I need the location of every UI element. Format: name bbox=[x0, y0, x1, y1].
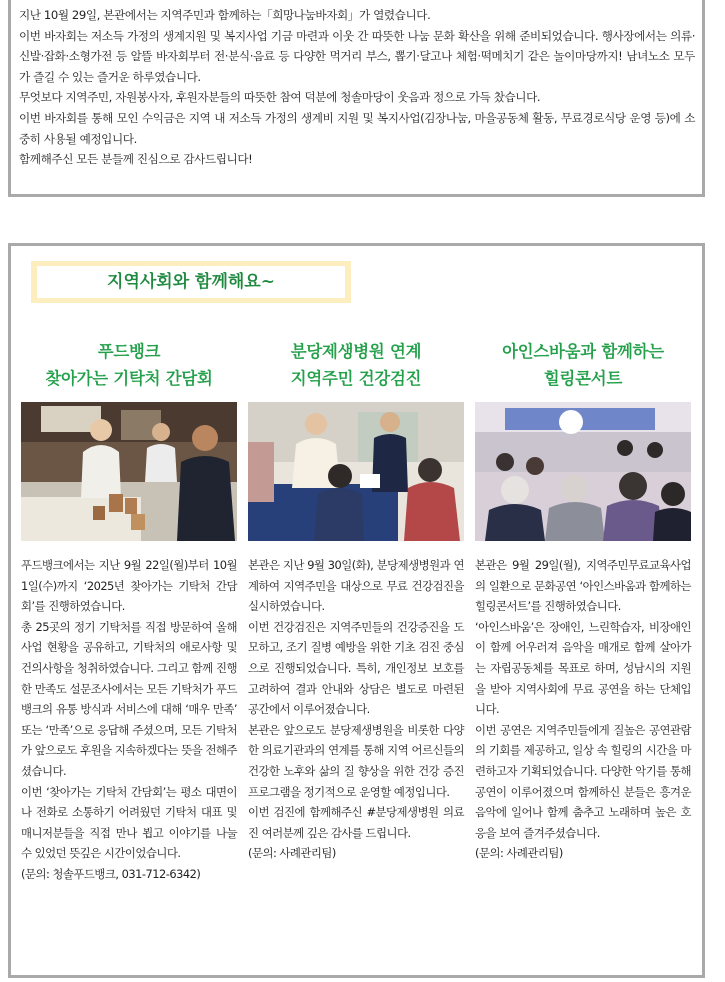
article-health-checkup bbox=[248, 338, 464, 864]
article-heading bbox=[248, 338, 464, 394]
intro-paragraph: 함께해주신 모든 분들께 진심으로 감사드립니다! bbox=[19, 152, 253, 167]
article-paragraph: 총 25곳의 정기 기탁처를 직접 방문하여 올해 사업 현황을 공유하고, 기탁처의 애로사항 및 건의사항을 청취하였습니다. 그리고 함께 진행한 만족도 설문조사에서는 모든 기탁처가 푸드뱅크의 유통 방식과 서비스에 대해 ‘매우 만족’ 또는 ‘만족’으로 응답해 주셨으며, 모든 기탁처가 앞으로도 후원을 지속하겠다는 뜻을 전해주셨습니다. bbox=[21, 619, 237, 778]
article-paragraph: 본관은 9월 29일(월), 지역주민무료교육사업의 일환으로 문화공연 ‘아인스바움과 함께하는 힐링콘서트’를 진행하였습니다. bbox=[475, 558, 691, 614]
article-healing-concert bbox=[475, 338, 691, 864]
article-paragraph: 본관은 지난 9월 30일(화), 분당제생병원과 연계하여 지역주민을 대상으로 무료 건강검진을 실시하였습니다. bbox=[248, 558, 464, 614]
article-body bbox=[475, 555, 691, 864]
intro-paragraph: 무엇보다 지역주민, 자원봉사자, 후원자분들의 따뜻한 참여 덕분에 청솔마당이 웃음과 정으로 가득 찼습니다. bbox=[19, 90, 541, 105]
bazaar-notice-box bbox=[8, 0, 705, 197]
article-paragraph: 이번 검진에 함께해주신 #분당제생병원 의료진 여러분께 깊은 감사를 드립니다. bbox=[248, 805, 464, 840]
foodbank-meeting-photo bbox=[21, 402, 237, 541]
article-heading-line: 찾아가는 기탁처 간담회 bbox=[45, 369, 213, 388]
article-paragraph: 푸드뱅크에서는 지난 9월 22일(월)부터 10월 1일(수)까지 ‘2025년 찾아가는 기탁처 간담회’를 진행하였습니다. bbox=[21, 558, 237, 614]
article-body bbox=[248, 555, 464, 864]
bazaar-intro-text bbox=[19, 5, 695, 170]
intro-paragraph: 지난 10월 29일, 본관에서는 지역주민과 함께하는「희망나눔바자회」가 열렸습니다. bbox=[19, 8, 431, 22]
article-heading-line: 지역주민 건강검진 bbox=[290, 369, 422, 388]
intro-paragraph: 이번 바자회는 저소득 가정의 생계지원 및 복지사업 기금 마련과 이웃 간 따뜻한 나눔 문화 확산을 위해 준비되었습니다. 행사장에서는 의류·신발·잡화·소형가전 등 알뜰 바자회부터 전·분식·음료 등 다양한 먹거리 부스, 뽑기·달고나 체험·떡메치기 같은 놀이마당까지! 남녀노소 모두가 즐길 수 있는 즐거운 하루였습니다. bbox=[19, 28, 695, 84]
article-paragraph: 이번 ‘찾아가는 기탁처 간담회’는 평소 대면이나 전화로 소통하기 어려웠던 기탁처 대표 및 매니저분들을 직접 만나 뵙고 이야기를 나눌 수 있었던 뜻깊은 시간이었습니다. bbox=[21, 784, 237, 861]
article-heading-line: 분당제생병원 연계 bbox=[290, 342, 422, 361]
article-paragraph: 이번 건강검진은 지역주민들의 건강증진을 도모하고, 조기 질병 예방을 위한 기초 검진 중심으로 진행되었습니다. 특히, 개인정보 보호를 고려하여 결과 안내와 상담은 별도로 마련된 공간에서 이루어졌습니다. bbox=[248, 619, 464, 717]
article-paragraph: ‘아인스바움’은 장애인, 느린학습자, 비장애인이 함께 어우러져 음악을 매개로 함께 살아가는 자립공동체를 목표로 하며, 성남시의 지원을 받아 지역사회에 무료 공연을 하는 단체입니다. bbox=[475, 619, 691, 717]
article-heading bbox=[475, 338, 691, 394]
article-heading-line: 힐링콘서트 bbox=[543, 369, 623, 388]
article-contact: (문의: 사례관리팀) bbox=[475, 846, 563, 861]
article-contact: (문의: 사례관리팀) bbox=[248, 846, 336, 861]
section-title-banner bbox=[31, 261, 351, 303]
community-section-box bbox=[8, 243, 705, 978]
article-heading-line: 푸드뱅크 bbox=[97, 342, 161, 361]
article-foodbank bbox=[21, 338, 237, 885]
health-checkup-photo bbox=[248, 402, 464, 541]
article-paragraph: 이번 공연은 지역주민들에게 질높은 공연관람의 기회를 제공하고, 일상 속 힐링의 시간을 마련하고자 기획되었습니다. 다양한 악기를 통해 공연이 이루어졌으며 함께하신 분들은 흥겨운 음악에 일어나 함께 춤추고 노래하며 높은 호응을 보여 즐겨주셨습니다. bbox=[475, 722, 691, 840]
article-contact: (문의: 청솔푸드뱅크, 031-712-6342) bbox=[21, 866, 201, 881]
section-title: 지역사회와 함께해요~ bbox=[37, 266, 345, 298]
article-body bbox=[21, 555, 237, 885]
article-heading-line: 아인스바움과 함께하는 bbox=[502, 342, 664, 361]
intro-paragraph: 이번 바자회를 통해 모인 수익금은 지역 내 저소득 가정의 생계비 지원 및 복지사업(김장나눔, 마을공동체 활동, 무료경로식당 운영 등)에 소중히 사용될 예정입니다. bbox=[19, 110, 695, 146]
article-heading bbox=[21, 338, 237, 394]
healing-concert-photo bbox=[475, 402, 691, 541]
article-paragraph: 본관은 앞으로도 분당제생병원을 비롯한 다양한 의료기관과의 연계를 통해 지역 어르신들의 건강한 노후와 삶의 질 향상을 위한 건강 증진 프로그램을 정기적으로 운영할 예정입니다. bbox=[248, 722, 464, 799]
